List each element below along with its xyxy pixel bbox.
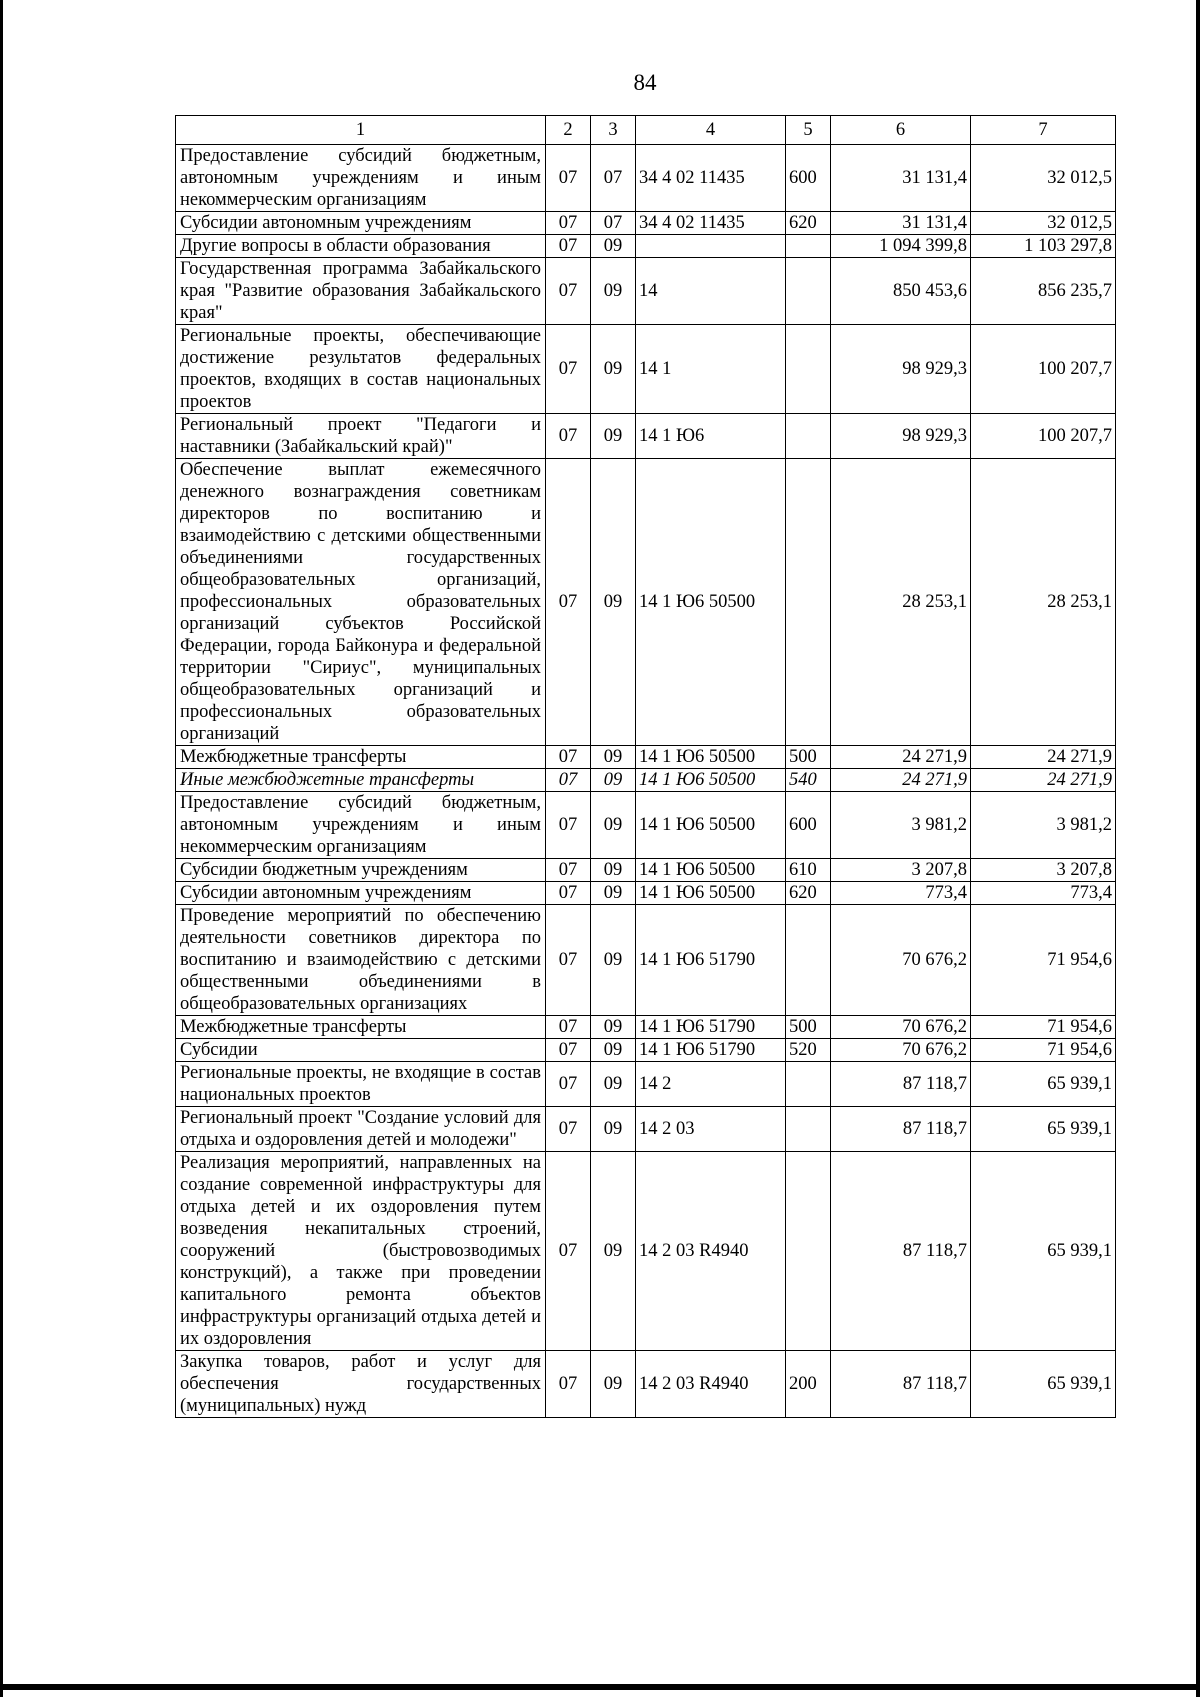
- row-subsection-cell: 09: [591, 235, 636, 258]
- header-col-5: 5: [786, 116, 831, 145]
- table-row: [176, 1062, 1116, 1107]
- row-name-cell: Проведение мероприятий по обеспечению деятельности советников директора по воспитанию и взаимодействию с детскими общественными объединениями в общеобразовательных организациях: [176, 905, 546, 1016]
- row-amount-year2-cell: 28 253,1: [971, 459, 1116, 746]
- row-target-article-cell: 14 2 03 R4940: [636, 1351, 786, 1418]
- row-section-cell: 07: [546, 769, 591, 792]
- table-row: [176, 746, 1116, 769]
- table-row: [176, 769, 1116, 792]
- row-section-cell: 07: [546, 905, 591, 1016]
- row-name-cell: Субсидии автономным учреждениям: [176, 882, 546, 905]
- row-name-cell: Межбюджетные трансферты: [176, 1016, 546, 1039]
- row-target-article-cell: 14 1 Ю6 50500: [636, 859, 786, 882]
- row-expense-type-cell: 500: [786, 746, 831, 769]
- row-expense-type-cell: [786, 235, 831, 258]
- row-target-article-cell: 14 2: [636, 1062, 786, 1107]
- row-name-cell: Субсидии: [176, 1039, 546, 1062]
- header-col-6: 6: [831, 116, 971, 145]
- row-subsection-cell: 09: [591, 905, 636, 1016]
- row-amount-year1-cell: 70 676,2: [831, 1039, 971, 1062]
- row-amount-year1-cell: 31 131,4: [831, 212, 971, 235]
- row-amount-year2-cell: 3 981,2: [971, 792, 1116, 859]
- row-expense-type-cell: [786, 1062, 831, 1107]
- row-expense-type-cell: [786, 1152, 831, 1351]
- header-col-4: 4: [636, 116, 786, 145]
- table-row: [176, 459, 1116, 746]
- row-amount-year2-cell: 1 103 297,8: [971, 235, 1116, 258]
- row-amount-year1-cell: 28 253,1: [831, 459, 971, 746]
- row-target-article-cell: 14 1 Ю6 50500: [636, 459, 786, 746]
- row-expense-type-cell: 200: [786, 1351, 831, 1418]
- row-expense-type-cell: [786, 905, 831, 1016]
- row-subsection-cell: 09: [591, 459, 636, 746]
- row-amount-year1-cell: 24 271,9: [831, 769, 971, 792]
- row-subsection-cell: 09: [591, 258, 636, 325]
- row-section-cell: 07: [546, 1039, 591, 1062]
- row-subsection-cell: 07: [591, 145, 636, 212]
- row-target-article-cell: 14 1 Ю6 51790: [636, 1039, 786, 1062]
- row-section-cell: 07: [546, 1062, 591, 1107]
- row-expense-type-cell: 610: [786, 859, 831, 882]
- row-amount-year2-cell: 32 012,5: [971, 145, 1116, 212]
- row-subsection-cell: 09: [591, 882, 636, 905]
- row-amount-year2-cell: 24 271,9: [971, 769, 1116, 792]
- page-number: 84: [633, 70, 657, 95]
- row-name-cell: Предоставление субсидий бюджетным, автономным учреждениям и иным некоммерческим организациям: [176, 792, 546, 859]
- row-subsection-cell: 09: [591, 859, 636, 882]
- row-expense-type-cell: 600: [786, 145, 831, 212]
- row-target-article-cell: 14 2 03: [636, 1107, 786, 1152]
- row-subsection-cell: 09: [591, 1039, 636, 1062]
- row-name-cell: Межбюджетные трансферты: [176, 746, 546, 769]
- row-subsection-cell: 09: [591, 1152, 636, 1351]
- row-section-cell: 07: [546, 1152, 591, 1351]
- table-row: [176, 1152, 1116, 1351]
- row-amount-year2-cell: 65 939,1: [971, 1107, 1116, 1152]
- row-name-cell: Субсидии бюджетным учреждениям: [176, 859, 546, 882]
- row-subsection-cell: 09: [591, 746, 636, 769]
- row-amount-year1-cell: 87 118,7: [831, 1152, 971, 1351]
- table-row: [176, 235, 1116, 258]
- row-subsection-cell: 09: [591, 1062, 636, 1107]
- row-amount-year2-cell: 65 939,1: [971, 1351, 1116, 1418]
- row-amount-year2-cell: 71 954,6: [971, 905, 1116, 1016]
- row-target-article-cell: 34 4 02 11435: [636, 212, 786, 235]
- row-subsection-cell: 09: [591, 769, 636, 792]
- row-amount-year2-cell: 856 235,7: [971, 258, 1116, 325]
- row-expense-type-cell: [786, 459, 831, 746]
- row-target-article-cell: 14 1 Ю6 51790: [636, 905, 786, 1016]
- table-row: [176, 145, 1116, 212]
- row-amount-year2-cell: 24 271,9: [971, 746, 1116, 769]
- row-subsection-cell: 09: [591, 1016, 636, 1039]
- row-amount-year2-cell: 100 207,7: [971, 414, 1116, 459]
- table-row: [176, 859, 1116, 882]
- row-name-cell: Региональные проекты, обеспечивающие достижение результатов федеральных проектов, входящих в состав национальных проектов: [176, 325, 546, 414]
- row-section-cell: 07: [546, 212, 591, 235]
- row-target-article-cell: 34 4 02 11435: [636, 145, 786, 212]
- row-target-article-cell: 14 1 Ю6 50500: [636, 769, 786, 792]
- row-section-cell: 07: [546, 258, 591, 325]
- row-section-cell: 07: [546, 325, 591, 414]
- row-amount-year1-cell: 3 981,2: [831, 792, 971, 859]
- row-amount-year1-cell: 87 118,7: [831, 1107, 971, 1152]
- scan-edge-right: [1196, 0, 1200, 1697]
- table-row: [176, 1351, 1116, 1418]
- row-amount-year1-cell: 31 131,4: [831, 145, 971, 212]
- row-target-article-cell: 14 1 Ю6 50500: [636, 792, 786, 859]
- row-amount-year1-cell: 70 676,2: [831, 905, 971, 1016]
- row-amount-year1-cell: 3 207,8: [831, 859, 971, 882]
- row-name-cell: Другие вопросы в области образования: [176, 235, 546, 258]
- row-target-article-cell: 14 1 Ю6 51790: [636, 1016, 786, 1039]
- header-col-1: 1: [176, 116, 546, 145]
- row-name-cell: Обеспечение выплат ежемесячного денежного вознаграждения советникам директоров по воспитанию и взаимодействию с детскими общественными объединениями государственных общеобразовательных организаций, профессиональных образовательных организаций субъектов Российской Федерации, города Байконура и федеральной территории "Сириус", муниципальных общеобразовательных организаций и профессиональных образовательных организаций: [176, 459, 546, 746]
- row-subsection-cell: 09: [591, 1351, 636, 1418]
- row-target-article-cell: [636, 235, 786, 258]
- row-section-cell: 07: [546, 1016, 591, 1039]
- table-row: [176, 882, 1116, 905]
- row-name-cell: Региональные проекты, не входящие в состав национальных проектов: [176, 1062, 546, 1107]
- table-row: [176, 905, 1116, 1016]
- table-row: [176, 212, 1116, 235]
- row-subsection-cell: 09: [591, 414, 636, 459]
- row-amount-year1-cell: 24 271,9: [831, 746, 971, 769]
- row-section-cell: 07: [546, 746, 591, 769]
- header-col-2: 2: [546, 116, 591, 145]
- row-target-article-cell: 14 1: [636, 325, 786, 414]
- row-amount-year2-cell: 65 939,1: [971, 1152, 1116, 1351]
- row-amount-year2-cell: 65 939,1: [971, 1062, 1116, 1107]
- row-section-cell: 07: [546, 1351, 591, 1418]
- row-amount-year2-cell: 71 954,6: [971, 1039, 1116, 1062]
- table-row: [176, 1016, 1116, 1039]
- row-subsection-cell: 09: [591, 1107, 636, 1152]
- scan-edge-left: [0, 0, 3, 1697]
- row-subsection-cell: 09: [591, 792, 636, 859]
- row-section-cell: 07: [546, 882, 591, 905]
- row-section-cell: 07: [546, 235, 591, 258]
- scan-edge-bottom: [0, 1684, 1200, 1690]
- row-section-cell: 07: [546, 414, 591, 459]
- row-name-cell: Реализация мероприятий, направленных на создание современной инфраструктуры для отдыха детей и их оздоровления путем возведения некапитальных строений, сооружений (быстровозводимых конструкций), а также при проведении капитального ремонта объектов инфраструктуры организаций отдыха детей и их оздоровления: [176, 1152, 546, 1351]
- row-target-article-cell: 14 1 Ю6 50500: [636, 746, 786, 769]
- row-target-article-cell: 14 1 Ю6: [636, 414, 786, 459]
- row-amount-year1-cell: 87 118,7: [831, 1062, 971, 1107]
- row-expense-type-cell: 520: [786, 1039, 831, 1062]
- table-row: [176, 1107, 1116, 1152]
- row-target-article-cell: 14: [636, 258, 786, 325]
- row-expense-type-cell: 540: [786, 769, 831, 792]
- row-amount-year1-cell: 98 929,3: [831, 414, 971, 459]
- row-name-cell: Субсидии автономным учреждениям: [176, 212, 546, 235]
- row-section-cell: 07: [546, 1107, 591, 1152]
- table-row: [176, 414, 1116, 459]
- row-subsection-cell: 07: [591, 212, 636, 235]
- row-amount-year1-cell: 850 453,6: [831, 258, 971, 325]
- row-name-cell: Закупка товаров, работ и услуг для обеспечения государственных (муниципальных) нужд: [176, 1351, 546, 1418]
- row-target-article-cell: 14 1 Ю6 50500: [636, 882, 786, 905]
- row-expense-type-cell: [786, 325, 831, 414]
- row-section-cell: 07: [546, 792, 591, 859]
- row-amount-year2-cell: 3 207,8: [971, 859, 1116, 882]
- row-expense-type-cell: [786, 258, 831, 325]
- row-target-article-cell: 14 2 03 R4940: [636, 1152, 786, 1351]
- table-body: [176, 145, 1116, 1418]
- row-amount-year2-cell: 32 012,5: [971, 212, 1116, 235]
- row-amount-year1-cell: 70 676,2: [831, 1016, 971, 1039]
- row-expense-type-cell: [786, 1107, 831, 1152]
- header-col-3: 3: [591, 116, 636, 145]
- row-amount-year2-cell: 71 954,6: [971, 1016, 1116, 1039]
- row-amount-year1-cell: 87 118,7: [831, 1351, 971, 1418]
- row-subsection-cell: 09: [591, 325, 636, 414]
- row-section-cell: 07: [546, 459, 591, 746]
- header-row: [176, 116, 1116, 145]
- row-amount-year2-cell: 100 207,7: [971, 325, 1116, 414]
- row-name-cell: Региональный проект "Педагоги и наставники (Забайкальский край)": [176, 414, 546, 459]
- row-expense-type-cell: 620: [786, 212, 831, 235]
- row-name-cell: Иные межбюджетные трансферты: [176, 769, 546, 792]
- budget-table: [175, 115, 1116, 1418]
- row-expense-type-cell: 600: [786, 792, 831, 859]
- row-amount-year1-cell: 1 094 399,8: [831, 235, 971, 258]
- table-row: [176, 325, 1116, 414]
- header-col-7: 7: [971, 116, 1116, 145]
- row-name-cell: Региональный проект "Создание условий для отдыха и оздоровления детей и молодежи": [176, 1107, 546, 1152]
- row-amount-year1-cell: 773,4: [831, 882, 971, 905]
- row-name-cell: Государственная программа Забайкальского края "Развитие образования Забайкальского края": [176, 258, 546, 325]
- table-row: [176, 258, 1116, 325]
- table-row: [176, 792, 1116, 859]
- row-expense-type-cell: 620: [786, 882, 831, 905]
- row-amount-year1-cell: 98 929,3: [831, 325, 971, 414]
- row-section-cell: 07: [546, 859, 591, 882]
- row-expense-type-cell: [786, 414, 831, 459]
- row-name-cell: Предоставление субсидий бюджетным, автономным учреждениям и иным некоммерческим организациям: [176, 145, 546, 212]
- row-amount-year2-cell: 773,4: [971, 882, 1116, 905]
- row-section-cell: 07: [546, 145, 591, 212]
- row-expense-type-cell: 500: [786, 1016, 831, 1039]
- table-row: [176, 1039, 1116, 1062]
